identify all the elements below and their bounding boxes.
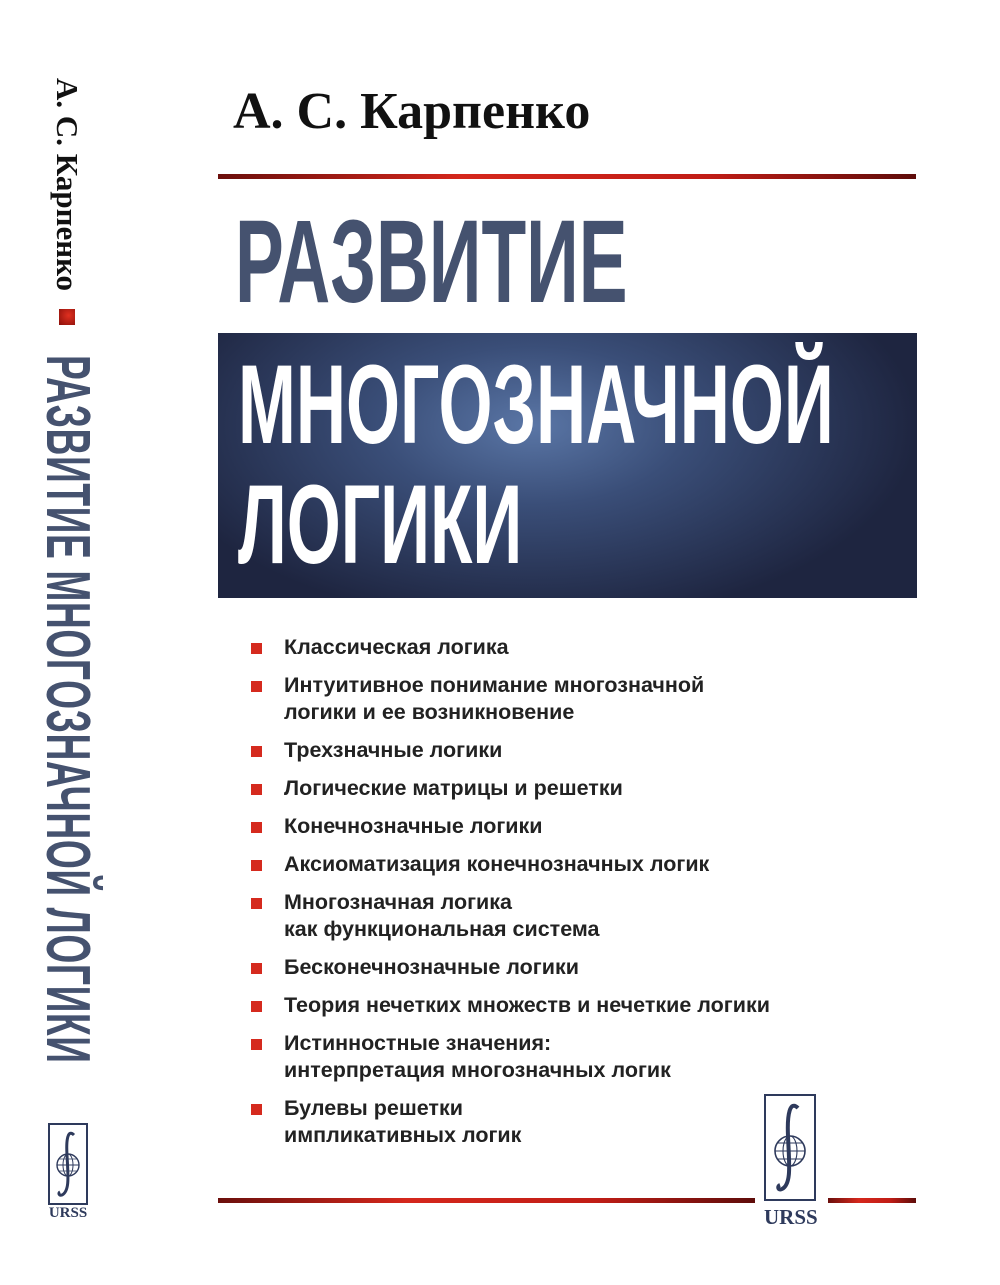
topic-item <box>251 775 891 802</box>
topic-item <box>251 889 891 943</box>
topic-item <box>251 992 891 1019</box>
topic-item <box>251 737 891 764</box>
integral-globe-icon <box>764 1094 816 1201</box>
bottom-divider-right <box>828 1198 916 1203</box>
topic-line: Многозначная логика <box>284 890 512 914</box>
topic-line: Трехзначные логики <box>284 738 503 762</box>
square-bullet-icon <box>251 1001 262 1012</box>
top-divider <box>218 174 916 179</box>
topic-text <box>284 737 502 764</box>
spine-publisher-name: URSS <box>48 1205 88 1221</box>
publisher-name: URSS <box>764 1205 818 1229</box>
topic-text <box>284 672 704 726</box>
cover-author: А. С. Карпенко <box>233 83 591 140</box>
topics-list <box>251 634 891 1160</box>
topic-line: Теория нечетких множеств и нечеткие логики <box>284 993 770 1017</box>
topic-line: интерпретация многозначных логик <box>284 1058 671 1082</box>
square-bullet-icon <box>251 1104 262 1115</box>
title-line-3: ЛОГИКИ <box>238 462 523 587</box>
spine-publisher-logo <box>48 1123 88 1222</box>
topic-item <box>251 672 891 726</box>
topic-line: Бесконечнозначные логики <box>284 955 579 979</box>
square-bullet-icon <box>251 898 262 909</box>
square-bullet-icon <box>251 822 262 833</box>
topic-text <box>284 992 770 1019</box>
square-bullet-icon <box>251 1039 262 1050</box>
square-bullet-icon <box>251 784 262 795</box>
spine-title: РАЗВИТИЕ МНОГОЗНАЧНОЙ ЛОГИКИ <box>33 355 102 1064</box>
topic-item <box>251 851 891 878</box>
topic-line: Интуитивное понимание многозначной <box>284 673 705 697</box>
spine-author: А. С. Карпенко <box>50 78 85 292</box>
topic-text <box>284 1095 521 1149</box>
topic-text <box>284 851 709 878</box>
publisher-logo <box>764 1094 816 1230</box>
topic-text <box>284 889 599 943</box>
topic-text <box>284 775 623 802</box>
topic-item <box>251 634 891 661</box>
square-bullet-icon <box>251 963 262 974</box>
bottom-divider-left <box>218 1198 755 1203</box>
topic-text <box>284 1030 671 1084</box>
topic-line: логики и ее возникновение <box>284 700 575 724</box>
topic-item <box>251 1030 891 1084</box>
topic-line: как функциональная система <box>284 917 600 941</box>
topic-line: Классическая логика <box>284 635 509 659</box>
topic-line: Логические матрицы и решетки <box>284 776 623 800</box>
topic-text <box>284 954 579 981</box>
topic-item <box>251 954 891 981</box>
square-bullet-icon <box>251 860 262 871</box>
topic-text <box>284 634 509 661</box>
topic-line: Истинностные значения: <box>284 1031 552 1055</box>
square-bullet-icon <box>251 681 262 692</box>
topic-line: импликативных логик <box>284 1123 522 1147</box>
integral-globe-icon <box>48 1123 88 1205</box>
title-line-1: РАЗВИТИЕ <box>235 196 628 328</box>
spine-square-bullet <box>59 309 75 325</box>
topic-item <box>251 813 891 840</box>
topic-line: Булевы решетки <box>284 1096 463 1120</box>
topic-line: Конечнозначные логики <box>284 814 543 838</box>
book-spine <box>33 70 102 1250</box>
topic-text <box>284 813 543 840</box>
title-line-2: МНОГОЗНАЧНОЙ <box>238 342 834 467</box>
square-bullet-icon <box>251 746 262 757</box>
topic-line: Аксиоматизация конечнозначных логик <box>284 852 710 876</box>
square-bullet-icon <box>251 643 262 654</box>
